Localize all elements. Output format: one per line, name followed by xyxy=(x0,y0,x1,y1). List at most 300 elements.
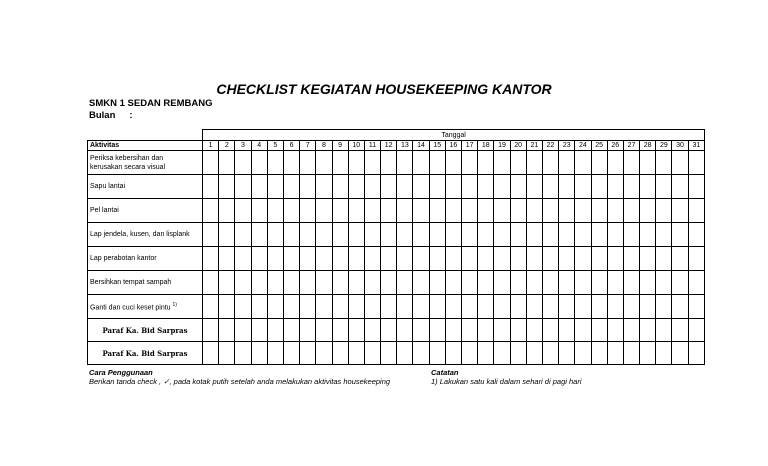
check-box[interactable] xyxy=(575,223,591,247)
check-box[interactable] xyxy=(510,247,526,271)
check-box[interactable] xyxy=(348,199,364,223)
check-box[interactable] xyxy=(429,175,445,199)
check-box[interactable] xyxy=(478,271,494,295)
check-box[interactable] xyxy=(575,271,591,295)
signature-box[interactable] xyxy=(575,319,591,342)
day-number: 27 xyxy=(623,141,639,151)
check-box[interactable] xyxy=(267,247,283,271)
check-box[interactable] xyxy=(462,223,478,247)
signature-box[interactable] xyxy=(672,319,688,342)
signature-box[interactable] xyxy=(203,319,219,342)
check-box[interactable] xyxy=(397,175,413,199)
check-box[interactable] xyxy=(478,199,494,223)
signature-box[interactable] xyxy=(381,319,397,342)
check-box[interactable] xyxy=(235,271,251,295)
signature-box[interactable] xyxy=(640,342,656,365)
check-box[interactable] xyxy=(462,199,478,223)
check-box[interactable] xyxy=(413,271,429,295)
check-box[interactable] xyxy=(462,271,478,295)
signature-box[interactable] xyxy=(267,319,283,342)
check-box[interactable] xyxy=(559,295,575,319)
check-box[interactable] xyxy=(381,151,397,175)
signature-box[interactable] xyxy=(656,342,672,365)
page-title: CHECKLIST KEGIATAN HOUSEKEEPING KANTOR xyxy=(216,81,552,97)
check-box[interactable] xyxy=(445,271,461,295)
check-box[interactable] xyxy=(445,151,461,175)
activity-label xyxy=(88,247,203,271)
check-box[interactable] xyxy=(219,175,235,199)
signature-box[interactable] xyxy=(607,342,623,365)
check-box[interactable] xyxy=(300,199,316,223)
signature-label: Paraf Ka. Bid Sarpras xyxy=(88,319,203,342)
check-box[interactable] xyxy=(316,223,332,247)
signature-box[interactable] xyxy=(251,319,267,342)
check-box[interactable] xyxy=(575,151,591,175)
signature-box[interactable] xyxy=(429,342,445,365)
check-box[interactable] xyxy=(283,295,299,319)
check-box[interactable] xyxy=(591,247,607,271)
check-box[interactable] xyxy=(478,223,494,247)
check-box[interactable] xyxy=(591,271,607,295)
check-box[interactable] xyxy=(429,199,445,223)
check-box[interactable] xyxy=(672,295,688,319)
signature-box[interactable] xyxy=(413,319,429,342)
check-box[interactable] xyxy=(203,175,219,199)
check-box[interactable] xyxy=(640,199,656,223)
signature-box[interactable] xyxy=(219,319,235,342)
check-box[interactable] xyxy=(235,223,251,247)
check-box[interactable] xyxy=(203,247,219,271)
check-box[interactable] xyxy=(559,271,575,295)
check-box[interactable] xyxy=(688,175,705,199)
signature-box[interactable] xyxy=(219,342,235,365)
check-box[interactable] xyxy=(575,175,591,199)
check-box[interactable] xyxy=(429,295,445,319)
check-box[interactable] xyxy=(607,271,623,295)
signature-box[interactable] xyxy=(316,342,332,365)
signature-box[interactable] xyxy=(445,342,461,365)
check-box[interactable] xyxy=(235,199,251,223)
check-box[interactable] xyxy=(623,151,639,175)
check-box[interactable] xyxy=(526,175,542,199)
check-box[interactable] xyxy=(283,271,299,295)
check-box[interactable] xyxy=(623,223,639,247)
day-number: 15 xyxy=(429,141,445,151)
check-box[interactable] xyxy=(688,247,705,271)
signature-box[interactable] xyxy=(607,319,623,342)
signature-box[interactable] xyxy=(494,319,510,342)
check-box[interactable] xyxy=(219,151,235,175)
check-box[interactable] xyxy=(235,295,251,319)
check-box[interactable] xyxy=(526,223,542,247)
header-spacer xyxy=(88,130,203,141)
check-box[interactable] xyxy=(219,271,235,295)
signature-box[interactable] xyxy=(462,319,478,342)
check-box[interactable] xyxy=(364,247,380,271)
check-box[interactable] xyxy=(332,199,348,223)
check-box[interactable] xyxy=(445,295,461,319)
check-box[interactable] xyxy=(640,295,656,319)
check-box[interactable] xyxy=(413,175,429,199)
activity-row xyxy=(88,271,705,295)
check-box[interactable] xyxy=(672,151,688,175)
check-box[interactable] xyxy=(494,271,510,295)
check-box[interactable] xyxy=(607,247,623,271)
check-box[interactable] xyxy=(656,271,672,295)
check-box[interactable] xyxy=(235,151,251,175)
check-box[interactable] xyxy=(688,295,705,319)
check-box[interactable] xyxy=(688,199,705,223)
check-box[interactable] xyxy=(203,151,219,175)
check-box[interactable] xyxy=(494,199,510,223)
check-box[interactable] xyxy=(219,199,235,223)
check-box[interactable] xyxy=(251,199,267,223)
check-box[interactable] xyxy=(542,175,558,199)
check-box[interactable] xyxy=(688,151,705,175)
check-box[interactable] xyxy=(526,271,542,295)
day-number: 18 xyxy=(478,141,494,151)
check-box[interactable] xyxy=(672,247,688,271)
signature-box[interactable] xyxy=(348,319,364,342)
check-box[interactable] xyxy=(672,175,688,199)
check-box[interactable] xyxy=(316,271,332,295)
check-box[interactable] xyxy=(381,247,397,271)
check-box[interactable] xyxy=(542,199,558,223)
check-box[interactable] xyxy=(478,175,494,199)
check-box[interactable] xyxy=(316,295,332,319)
signature-box[interactable] xyxy=(591,319,607,342)
check-box[interactable] xyxy=(251,271,267,295)
check-box[interactable] xyxy=(688,223,705,247)
check-box[interactable] xyxy=(316,151,332,175)
day-number: 3 xyxy=(235,141,251,151)
check-box[interactable] xyxy=(300,151,316,175)
check-box[interactable] xyxy=(656,151,672,175)
check-box[interactable] xyxy=(300,223,316,247)
check-box[interactable] xyxy=(591,295,607,319)
check-box[interactable] xyxy=(300,295,316,319)
check-box[interactable] xyxy=(413,295,429,319)
signature-box[interactable] xyxy=(316,319,332,342)
check-box[interactable] xyxy=(656,295,672,319)
check-box[interactable] xyxy=(235,175,251,199)
check-box[interactable] xyxy=(235,247,251,271)
check-box[interactable] xyxy=(640,271,656,295)
signature-box[interactable] xyxy=(283,342,299,365)
check-box[interactable] xyxy=(429,151,445,175)
signature-box[interactable] xyxy=(542,319,558,342)
day-number: 14 xyxy=(413,141,429,151)
check-box[interactable] xyxy=(510,295,526,319)
check-box[interactable] xyxy=(348,151,364,175)
check-box[interactable] xyxy=(397,151,413,175)
check-box[interactable] xyxy=(542,271,558,295)
check-box[interactable] xyxy=(462,175,478,199)
check-box[interactable] xyxy=(607,199,623,223)
check-box[interactable] xyxy=(413,199,429,223)
check-box[interactable] xyxy=(381,271,397,295)
check-box[interactable] xyxy=(656,223,672,247)
signature-box[interactable] xyxy=(251,342,267,365)
signature-box[interactable] xyxy=(623,319,639,342)
check-box[interactable] xyxy=(559,223,575,247)
check-box[interactable] xyxy=(267,151,283,175)
check-box[interactable] xyxy=(381,295,397,319)
check-box[interactable] xyxy=(364,175,380,199)
check-box[interactable] xyxy=(300,247,316,271)
check-box[interactable] xyxy=(623,247,639,271)
check-box[interactable] xyxy=(316,199,332,223)
check-box[interactable] xyxy=(348,271,364,295)
signature-box[interactable] xyxy=(656,319,672,342)
check-box[interactable] xyxy=(510,175,526,199)
check-box[interactable] xyxy=(559,151,575,175)
check-box[interactable] xyxy=(494,247,510,271)
check-box[interactable] xyxy=(656,175,672,199)
check-box[interactable] xyxy=(575,199,591,223)
check-box[interactable] xyxy=(413,151,429,175)
check-box[interactable] xyxy=(494,223,510,247)
activity-row xyxy=(88,175,705,199)
check-box[interactable] xyxy=(397,271,413,295)
signature-box[interactable] xyxy=(300,342,316,365)
check-box[interactable] xyxy=(591,151,607,175)
signature-box[interactable] xyxy=(478,319,494,342)
check-box[interactable] xyxy=(559,199,575,223)
check-box[interactable] xyxy=(283,223,299,247)
check-box[interactable] xyxy=(348,295,364,319)
check-box[interactable] xyxy=(478,295,494,319)
day-number: 5 xyxy=(267,141,283,151)
check-box[interactable] xyxy=(267,295,283,319)
signature-box[interactable] xyxy=(283,319,299,342)
signature-box[interactable] xyxy=(397,319,413,342)
check-box[interactable] xyxy=(526,247,542,271)
signature-box[interactable] xyxy=(462,342,478,365)
check-box[interactable] xyxy=(591,199,607,223)
check-box[interactable] xyxy=(203,223,219,247)
check-box[interactable] xyxy=(203,271,219,295)
signature-box[interactable] xyxy=(623,342,639,365)
signature-box[interactable] xyxy=(429,319,445,342)
check-box[interactable] xyxy=(445,175,461,199)
check-box[interactable] xyxy=(494,175,510,199)
signature-box[interactable] xyxy=(688,342,705,365)
check-box[interactable] xyxy=(219,223,235,247)
check-box[interactable] xyxy=(267,271,283,295)
check-box[interactable] xyxy=(607,151,623,175)
check-box[interactable] xyxy=(607,295,623,319)
check-box[interactable] xyxy=(381,223,397,247)
signature-box[interactable] xyxy=(510,342,526,365)
check-box[interactable] xyxy=(656,199,672,223)
check-box[interactable] xyxy=(542,151,558,175)
check-box[interactable] xyxy=(510,271,526,295)
check-box[interactable] xyxy=(429,247,445,271)
signature-box[interactable] xyxy=(526,319,542,342)
signature-box[interactable] xyxy=(203,342,219,365)
check-box[interactable] xyxy=(623,295,639,319)
check-box[interactable] xyxy=(478,247,494,271)
check-box[interactable] xyxy=(332,223,348,247)
check-box[interactable] xyxy=(364,151,380,175)
check-box[interactable] xyxy=(397,247,413,271)
check-box[interactable] xyxy=(526,199,542,223)
signature-box[interactable] xyxy=(397,342,413,365)
signature-box[interactable] xyxy=(445,319,461,342)
check-box[interactable] xyxy=(300,175,316,199)
check-box[interactable] xyxy=(607,175,623,199)
check-box[interactable] xyxy=(348,223,364,247)
check-box[interactable] xyxy=(251,151,267,175)
check-box[interactable] xyxy=(364,223,380,247)
signature-box[interactable] xyxy=(640,319,656,342)
check-box[interactable] xyxy=(494,151,510,175)
check-box[interactable] xyxy=(494,295,510,319)
check-box[interactable] xyxy=(623,271,639,295)
check-box[interactable] xyxy=(364,295,380,319)
signature-box[interactable] xyxy=(364,342,380,365)
signature-box[interactable] xyxy=(332,342,348,365)
check-box[interactable] xyxy=(267,199,283,223)
check-box[interactable] xyxy=(672,199,688,223)
check-box[interactable] xyxy=(640,175,656,199)
signature-box[interactable] xyxy=(348,342,364,365)
check-box[interactable] xyxy=(640,223,656,247)
check-box[interactable] xyxy=(591,175,607,199)
check-box[interactable] xyxy=(542,223,558,247)
signature-box[interactable] xyxy=(688,319,705,342)
check-box[interactable] xyxy=(251,247,267,271)
check-box[interactable] xyxy=(251,295,267,319)
check-box[interactable] xyxy=(381,199,397,223)
check-box[interactable] xyxy=(348,247,364,271)
day-number: 8 xyxy=(316,141,332,151)
activity-row xyxy=(88,247,705,271)
check-box[interactable] xyxy=(332,247,348,271)
check-box[interactable] xyxy=(267,175,283,199)
check-box[interactable] xyxy=(429,271,445,295)
signature-box[interactable] xyxy=(559,319,575,342)
activity-label xyxy=(88,295,203,319)
check-box[interactable] xyxy=(510,223,526,247)
signature-box[interactable] xyxy=(542,342,558,365)
check-box[interactable] xyxy=(607,223,623,247)
check-box[interactable] xyxy=(591,223,607,247)
usage-text: Berikan tanda check , ✓, pada kotak putih setelah anda melakukan aktivitas housekeeping xyxy=(89,377,391,386)
signature-box[interactable] xyxy=(478,342,494,365)
signature-box[interactable] xyxy=(300,319,316,342)
check-box[interactable] xyxy=(283,199,299,223)
check-box[interactable] xyxy=(251,175,267,199)
check-box[interactable] xyxy=(688,271,705,295)
check-box[interactable] xyxy=(203,295,219,319)
signature-box[interactable] xyxy=(526,342,542,365)
check-box[interactable] xyxy=(348,175,364,199)
check-box[interactable] xyxy=(429,223,445,247)
signature-box[interactable] xyxy=(332,319,348,342)
activity-row xyxy=(88,223,705,247)
check-box[interactable] xyxy=(510,151,526,175)
check-box[interactable] xyxy=(283,175,299,199)
check-box[interactable] xyxy=(672,271,688,295)
check-box[interactable] xyxy=(623,175,639,199)
check-box[interactable] xyxy=(542,295,558,319)
check-box[interactable] xyxy=(672,223,688,247)
check-box[interactable] xyxy=(542,247,558,271)
check-box[interactable] xyxy=(462,151,478,175)
check-box[interactable] xyxy=(332,151,348,175)
signature-box[interactable] xyxy=(559,342,575,365)
signature-box[interactable] xyxy=(235,319,251,342)
signature-box[interactable] xyxy=(494,342,510,365)
check-box[interactable] xyxy=(462,247,478,271)
check-box[interactable] xyxy=(267,223,283,247)
day-number: 17 xyxy=(462,141,478,151)
check-box[interactable] xyxy=(364,199,380,223)
signature-box[interactable] xyxy=(267,342,283,365)
signature-box[interactable] xyxy=(672,342,688,365)
check-box[interactable] xyxy=(656,247,672,271)
check-box[interactable] xyxy=(445,223,461,247)
check-box[interactable] xyxy=(332,295,348,319)
check-box[interactable] xyxy=(559,175,575,199)
check-box[interactable] xyxy=(300,271,316,295)
check-box[interactable] xyxy=(332,271,348,295)
check-box[interactable] xyxy=(462,295,478,319)
signature-box[interactable] xyxy=(413,342,429,365)
signature-box[interactable] xyxy=(591,342,607,365)
check-box[interactable] xyxy=(445,199,461,223)
activity-text: Periksa kebersihan dan xyxy=(90,154,164,162)
check-box[interactable] xyxy=(575,295,591,319)
check-box[interactable] xyxy=(575,247,591,271)
check-box[interactable] xyxy=(316,247,332,271)
check-box[interactable] xyxy=(397,295,413,319)
check-box[interactable] xyxy=(332,175,348,199)
signature-box[interactable] xyxy=(235,342,251,365)
signature-box[interactable] xyxy=(510,319,526,342)
day-number: 21 xyxy=(526,141,542,151)
check-box[interactable] xyxy=(623,199,639,223)
signature-box[interactable] xyxy=(575,342,591,365)
check-box[interactable] xyxy=(381,175,397,199)
check-box[interactable] xyxy=(219,247,235,271)
check-box[interactable] xyxy=(640,151,656,175)
check-box[interactable] xyxy=(413,247,429,271)
signature-box[interactable] xyxy=(364,319,380,342)
check-box[interactable] xyxy=(413,223,429,247)
check-box[interactable] xyxy=(445,247,461,271)
check-box[interactable] xyxy=(640,247,656,271)
check-box[interactable] xyxy=(559,247,575,271)
check-box[interactable] xyxy=(203,199,219,223)
check-box[interactable] xyxy=(526,295,542,319)
check-box[interactable] xyxy=(219,295,235,319)
check-box[interactable] xyxy=(478,151,494,175)
check-box[interactable] xyxy=(251,223,267,247)
check-box[interactable] xyxy=(397,199,413,223)
check-box[interactable] xyxy=(283,247,299,271)
check-box[interactable] xyxy=(364,271,380,295)
signature-box[interactable] xyxy=(381,342,397,365)
check-box[interactable] xyxy=(283,151,299,175)
check-box[interactable] xyxy=(316,175,332,199)
check-box[interactable] xyxy=(397,223,413,247)
day-number: 29 xyxy=(656,141,672,151)
check-box[interactable] xyxy=(526,151,542,175)
check-box[interactable] xyxy=(510,199,526,223)
